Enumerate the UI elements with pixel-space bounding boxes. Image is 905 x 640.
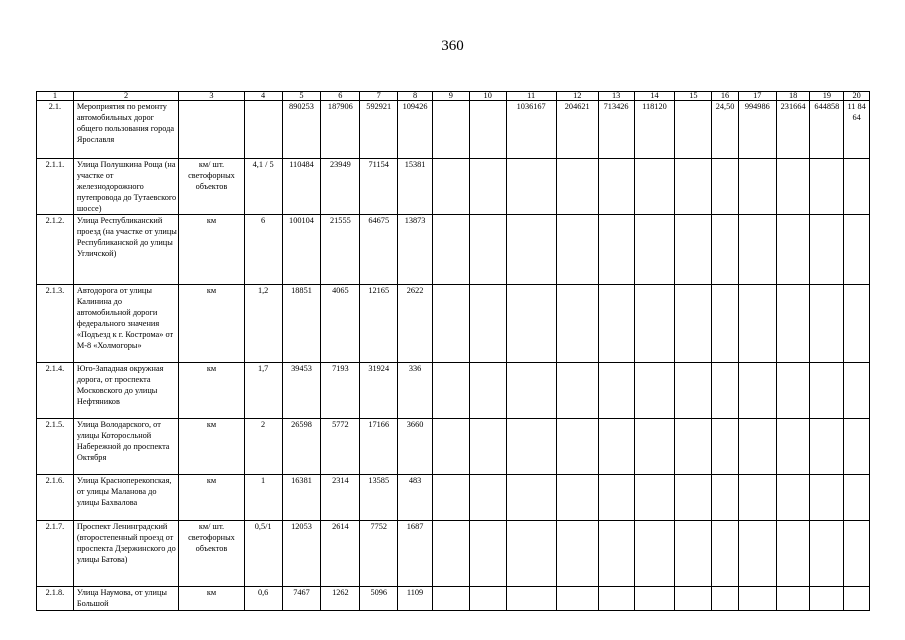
column-number-cell: 20 xyxy=(844,92,870,101)
row-index-cell: 2.1.2. xyxy=(37,215,74,285)
column-number-cell: 8 xyxy=(398,92,433,101)
value-cell xyxy=(738,419,776,475)
value-cell xyxy=(598,419,634,475)
data-table xyxy=(36,91,870,611)
value-cell xyxy=(810,363,844,419)
value-cell xyxy=(598,475,634,521)
row-index-cell: 2.1.5. xyxy=(37,419,74,475)
item-name-cell: Улица Красноперекопская, от улицы Маланова до улицы Бахвалова xyxy=(73,475,178,521)
value-cell xyxy=(432,159,469,215)
value-cell xyxy=(776,285,810,363)
value-cell: 110484 xyxy=(282,159,321,215)
value-cell xyxy=(738,587,776,611)
value-cell: 5772 xyxy=(321,419,360,475)
value-cell: 483 xyxy=(398,475,433,521)
value-cell xyxy=(712,285,739,363)
value-cell: 12165 xyxy=(360,285,398,363)
value-cell: 118120 xyxy=(634,101,675,159)
value-cell xyxy=(810,587,844,611)
value-cell xyxy=(776,215,810,285)
value-cell xyxy=(556,587,598,611)
value-cell: 231664 xyxy=(776,101,810,159)
unit-cell: км xyxy=(179,215,244,285)
value-cell: 18851 xyxy=(282,285,321,363)
item-name-cell: Проспект Ленинградский (второстепенный проезд от проспекта Дзержинского до улицы Батова) xyxy=(73,521,178,587)
value-cell xyxy=(810,521,844,587)
value-cell xyxy=(776,521,810,587)
table-row xyxy=(37,215,870,285)
column-number-cell: 18 xyxy=(776,92,810,101)
value-cell: 16381 xyxy=(282,475,321,521)
value-cell: 592921 xyxy=(360,101,398,159)
unit-cell: км xyxy=(179,475,244,521)
value-cell xyxy=(506,587,556,611)
value-cell xyxy=(634,285,675,363)
item-name-cell: Автодорога от улицы Калинина до автомобильной дороги федерального значения «Подъезд к г. Кострома» от М-8 «Холмогоры» xyxy=(73,285,178,363)
value-cell xyxy=(844,521,870,587)
item-name-cell: Улица Республиканский проезд (на участке от улицы Республиканской до улицы Угличской) xyxy=(73,215,178,285)
value-cell xyxy=(776,159,810,215)
value-cell: 7467 xyxy=(282,587,321,611)
value-cell xyxy=(675,215,712,285)
value-cell xyxy=(712,159,739,215)
column-number-cell: 15 xyxy=(675,92,712,101)
unit-cell: км xyxy=(179,363,244,419)
value-cell xyxy=(469,521,506,587)
value-cell xyxy=(432,215,469,285)
value-cell xyxy=(556,419,598,475)
value-cell xyxy=(432,363,469,419)
value-cell xyxy=(506,419,556,475)
item-name-cell: Улица Наумова, от улицы Большой xyxy=(73,587,178,611)
value-cell: 100104 xyxy=(282,215,321,285)
unit-cell: км/ шт. светофорных объектов xyxy=(179,521,244,587)
value-cell xyxy=(675,587,712,611)
value-cell xyxy=(844,363,870,419)
value-cell xyxy=(598,363,634,419)
value-cell: 12053 xyxy=(282,521,321,587)
value-cell xyxy=(844,159,870,215)
value-cell: 7193 xyxy=(321,363,360,419)
value-cell: 109426 xyxy=(398,101,433,159)
value-cell: 5096 xyxy=(360,587,398,611)
value-cell xyxy=(810,159,844,215)
row-index-cell: 2.1.6. xyxy=(37,475,74,521)
item-name-cell: Юго-Западная окружная дорога, от проспекта Московского до улицы Нефтяников xyxy=(73,363,178,419)
value-cell xyxy=(634,363,675,419)
value-cell xyxy=(469,285,506,363)
column-number-cell: 16 xyxy=(712,92,739,101)
column-number-cell: 7 xyxy=(360,92,398,101)
item-name-cell: Улица Володарского, от улицы Которосльной Набережной до проспекта Октября xyxy=(73,419,178,475)
column-number-cell: 12 xyxy=(556,92,598,101)
table-row xyxy=(37,285,870,363)
value-cell: 0,6 xyxy=(244,587,282,611)
value-cell: 994986 xyxy=(738,101,776,159)
column-number-cell: 2 xyxy=(73,92,178,101)
value-cell xyxy=(712,587,739,611)
value-cell xyxy=(844,215,870,285)
value-cell xyxy=(598,159,634,215)
column-number-cell: 14 xyxy=(634,92,675,101)
value-cell: 39453 xyxy=(282,363,321,419)
table-row xyxy=(37,587,870,611)
value-cell xyxy=(634,159,675,215)
value-cell xyxy=(432,285,469,363)
value-cell xyxy=(738,215,776,285)
value-cell xyxy=(844,419,870,475)
value-cell xyxy=(432,101,469,159)
column-number-cell: 5 xyxy=(282,92,321,101)
value-cell: 1 xyxy=(244,475,282,521)
column-number-cell: 3 xyxy=(179,92,244,101)
value-cell: 1,2 xyxy=(244,285,282,363)
value-cell xyxy=(634,215,675,285)
value-cell xyxy=(556,215,598,285)
column-number-cell: 19 xyxy=(810,92,844,101)
value-cell: 1109 xyxy=(398,587,433,611)
value-cell xyxy=(469,363,506,419)
value-cell: 2614 xyxy=(321,521,360,587)
value-cell xyxy=(634,475,675,521)
value-cell: 24,50 xyxy=(712,101,739,159)
value-cell xyxy=(556,285,598,363)
value-cell: 71154 xyxy=(360,159,398,215)
value-cell xyxy=(776,419,810,475)
column-number-cell: 9 xyxy=(432,92,469,101)
value-cell: 2 xyxy=(244,419,282,475)
table-row xyxy=(37,521,870,587)
value-cell: 4065 xyxy=(321,285,360,363)
value-cell xyxy=(244,101,282,159)
row-index-cell: 2.1.7. xyxy=(37,521,74,587)
unit-cell xyxy=(179,101,244,159)
value-cell xyxy=(844,285,870,363)
value-cell: 3660 xyxy=(398,419,433,475)
value-cell xyxy=(675,363,712,419)
value-cell xyxy=(469,215,506,285)
value-cell xyxy=(776,475,810,521)
value-cell xyxy=(712,475,739,521)
value-cell xyxy=(556,475,598,521)
value-cell xyxy=(712,363,739,419)
row-index-cell: 2.1.1. xyxy=(37,159,74,215)
value-cell: 187906 xyxy=(321,101,360,159)
value-cell: 4,1 / 5 xyxy=(244,159,282,215)
value-cell xyxy=(556,521,598,587)
value-cell: 31924 xyxy=(360,363,398,419)
value-cell xyxy=(469,475,506,521)
table-row xyxy=(37,101,870,159)
value-cell xyxy=(506,159,556,215)
value-cell xyxy=(556,159,598,215)
value-cell xyxy=(738,363,776,419)
column-number-cell: 11 xyxy=(506,92,556,101)
value-cell: 15381 xyxy=(398,159,433,215)
value-cell: 0,5/1 xyxy=(244,521,282,587)
value-cell xyxy=(738,285,776,363)
unit-cell: км xyxy=(179,419,244,475)
value-cell: 644858 xyxy=(810,101,844,159)
value-cell: 17166 xyxy=(360,419,398,475)
table-row xyxy=(37,363,870,419)
value-cell xyxy=(432,475,469,521)
column-number-cell: 6 xyxy=(321,92,360,101)
page-number: 360 xyxy=(441,38,464,54)
value-cell: 1687 xyxy=(398,521,433,587)
item-name-cell: Улица Полушкина Роща (на участке от железнодорожного путепровода до Тутаевского шоссе) xyxy=(73,159,178,215)
column-number-cell: 17 xyxy=(738,92,776,101)
unit-cell: км xyxy=(179,587,244,611)
row-index-cell: 2.1.3. xyxy=(37,285,74,363)
value-cell: 11 84 64 xyxy=(844,101,870,159)
column-number-cell: 4 xyxy=(244,92,282,101)
row-index-cell: 2.1.8. xyxy=(37,587,74,611)
value-cell xyxy=(469,587,506,611)
value-cell: 7752 xyxy=(360,521,398,587)
value-cell: 64675 xyxy=(360,215,398,285)
table-row xyxy=(37,159,870,215)
unit-cell: км/ шт. светофорных объектов xyxy=(179,159,244,215)
row-index-cell: 2.1. xyxy=(37,101,74,159)
value-cell xyxy=(506,285,556,363)
value-cell xyxy=(506,215,556,285)
value-cell xyxy=(598,521,634,587)
value-cell xyxy=(432,587,469,611)
value-cell: 713426 xyxy=(598,101,634,159)
value-cell: 1,7 xyxy=(244,363,282,419)
value-cell xyxy=(810,475,844,521)
value-cell xyxy=(675,521,712,587)
value-cell xyxy=(675,419,712,475)
column-number-cell: 1 xyxy=(37,92,74,101)
column-number-cell: 10 xyxy=(469,92,506,101)
value-cell xyxy=(598,285,634,363)
value-cell: 336 xyxy=(398,363,433,419)
value-cell: 2622 xyxy=(398,285,433,363)
value-cell xyxy=(506,363,556,419)
column-number-cell: 13 xyxy=(598,92,634,101)
value-cell xyxy=(506,521,556,587)
value-cell: 890253 xyxy=(282,101,321,159)
value-cell xyxy=(506,475,556,521)
value-cell xyxy=(776,587,810,611)
value-cell xyxy=(712,521,739,587)
value-cell: 1262 xyxy=(321,587,360,611)
value-cell xyxy=(712,215,739,285)
header-row xyxy=(37,92,870,101)
value-cell: 21555 xyxy=(321,215,360,285)
value-cell xyxy=(634,419,675,475)
value-cell xyxy=(469,419,506,475)
value-cell xyxy=(675,101,712,159)
table-row xyxy=(37,419,870,475)
value-cell: 6 xyxy=(244,215,282,285)
value-cell xyxy=(844,587,870,611)
value-cell xyxy=(432,521,469,587)
value-cell xyxy=(712,419,739,475)
value-cell xyxy=(810,215,844,285)
value-cell xyxy=(810,419,844,475)
value-cell xyxy=(598,215,634,285)
value-cell xyxy=(738,475,776,521)
value-cell xyxy=(675,159,712,215)
value-cell xyxy=(844,475,870,521)
value-cell: 204621 xyxy=(556,101,598,159)
value-cell: 26598 xyxy=(282,419,321,475)
value-cell xyxy=(738,159,776,215)
value-cell xyxy=(469,159,506,215)
value-cell xyxy=(675,285,712,363)
value-cell xyxy=(738,521,776,587)
value-cell xyxy=(556,363,598,419)
value-cell xyxy=(810,285,844,363)
table-row xyxy=(37,475,870,521)
value-cell xyxy=(598,587,634,611)
value-cell xyxy=(776,363,810,419)
value-cell: 1036167 xyxy=(506,101,556,159)
unit-cell: км xyxy=(179,285,244,363)
value-cell: 23949 xyxy=(321,159,360,215)
value-cell xyxy=(469,101,506,159)
value-cell: 2314 xyxy=(321,475,360,521)
item-name-cell: Мероприятия по ремонту автомобильных дорог общего пользования города Ярославля xyxy=(73,101,178,159)
value-cell xyxy=(432,419,469,475)
row-index-cell: 2.1.4. xyxy=(37,363,74,419)
value-cell xyxy=(634,587,675,611)
value-cell xyxy=(675,475,712,521)
value-cell: 13585 xyxy=(360,475,398,521)
value-cell: 13873 xyxy=(398,215,433,285)
value-cell xyxy=(634,521,675,587)
